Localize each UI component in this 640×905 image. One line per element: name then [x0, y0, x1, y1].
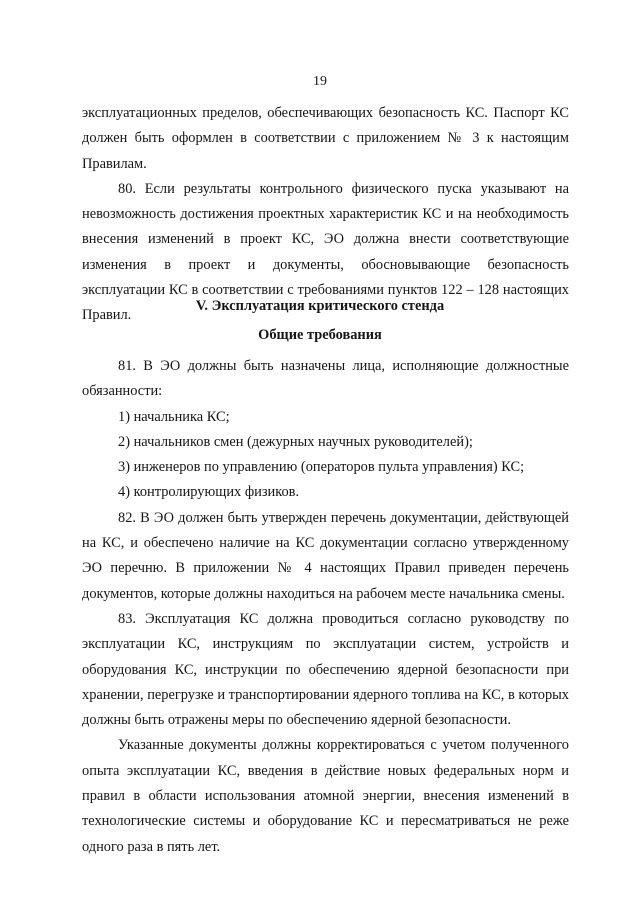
list-item: 3) инженеров по управлению (операторов пульта управления) КС;	[118, 459, 525, 476]
paragraph-83: 83. Эксплуатация КС должна проводиться согласно руководству по эксплуатации КС, инструкциям по эксплуатации систем, устройств и оборудования КС, инструкции по обеспечению ядерной безопасности при хранении, перегрузке и транспортировании ядерного топлива на КС, в которых должны быть отражены меры по обеспечению ядерной безопасности.	[82, 610, 569, 729]
paragraph-80: 80. Если результаты контрольного физического пуска указывают на невозможность достижения проектных характеристик КС и на необходимость внесения изменений в проект КС, ЭО должна внести соответствующие изменения в проект и документы, обосновывающие безопасность эксплуатации КС в соответствии с требованиями пунктов 122 – 128 настоящих Правил.	[82, 180, 569, 324]
paragraph-82: 82. В ЭО должен быть утвержден перечень документации, действующей на КС, и обеспечено наличие на КС документации согласно утвержденному ЭО перечню. В приложении № 4 настоящих Правил приведен перечень документов, которые должны находиться на рабочем месте начальника смены.	[82, 509, 569, 602]
text-block-top	[82, 101, 569, 329]
list-item: 1) начальника КС;	[118, 408, 230, 425]
section-heading: V. Эксплуатация критического стенда	[195, 298, 445, 314]
text-block-main	[82, 354, 569, 860]
paragraph-continuation: эксплуатационных пределов, обеспечивающих безопасность КС. Паспорт КС должен быть оформлен в соответствии с приложением № 3 к настоящим Правилам.	[82, 105, 569, 172]
list-item: 2) начальников смен (дежурных научных руководителей);	[118, 433, 473, 450]
page-number: 19	[313, 74, 327, 89]
subsection-heading: Общие требования	[258, 327, 382, 343]
paragraph-81: 81. В ЭО должны быть назначены лица, исполняющие должностные обязанности:	[82, 358, 569, 400]
paragraph-final: Указанные документы должны корректироваться с учетом полученного опыта эксплуатации КС, введения в действие новых федеральных норм и правил в области использования атомной энергии, внесения изменений в технологические системы и оборудование КС и пересматриваться не реже одного раза в пять лет.	[82, 737, 569, 855]
list-item: 4) контролирующих физиков.	[118, 484, 300, 501]
